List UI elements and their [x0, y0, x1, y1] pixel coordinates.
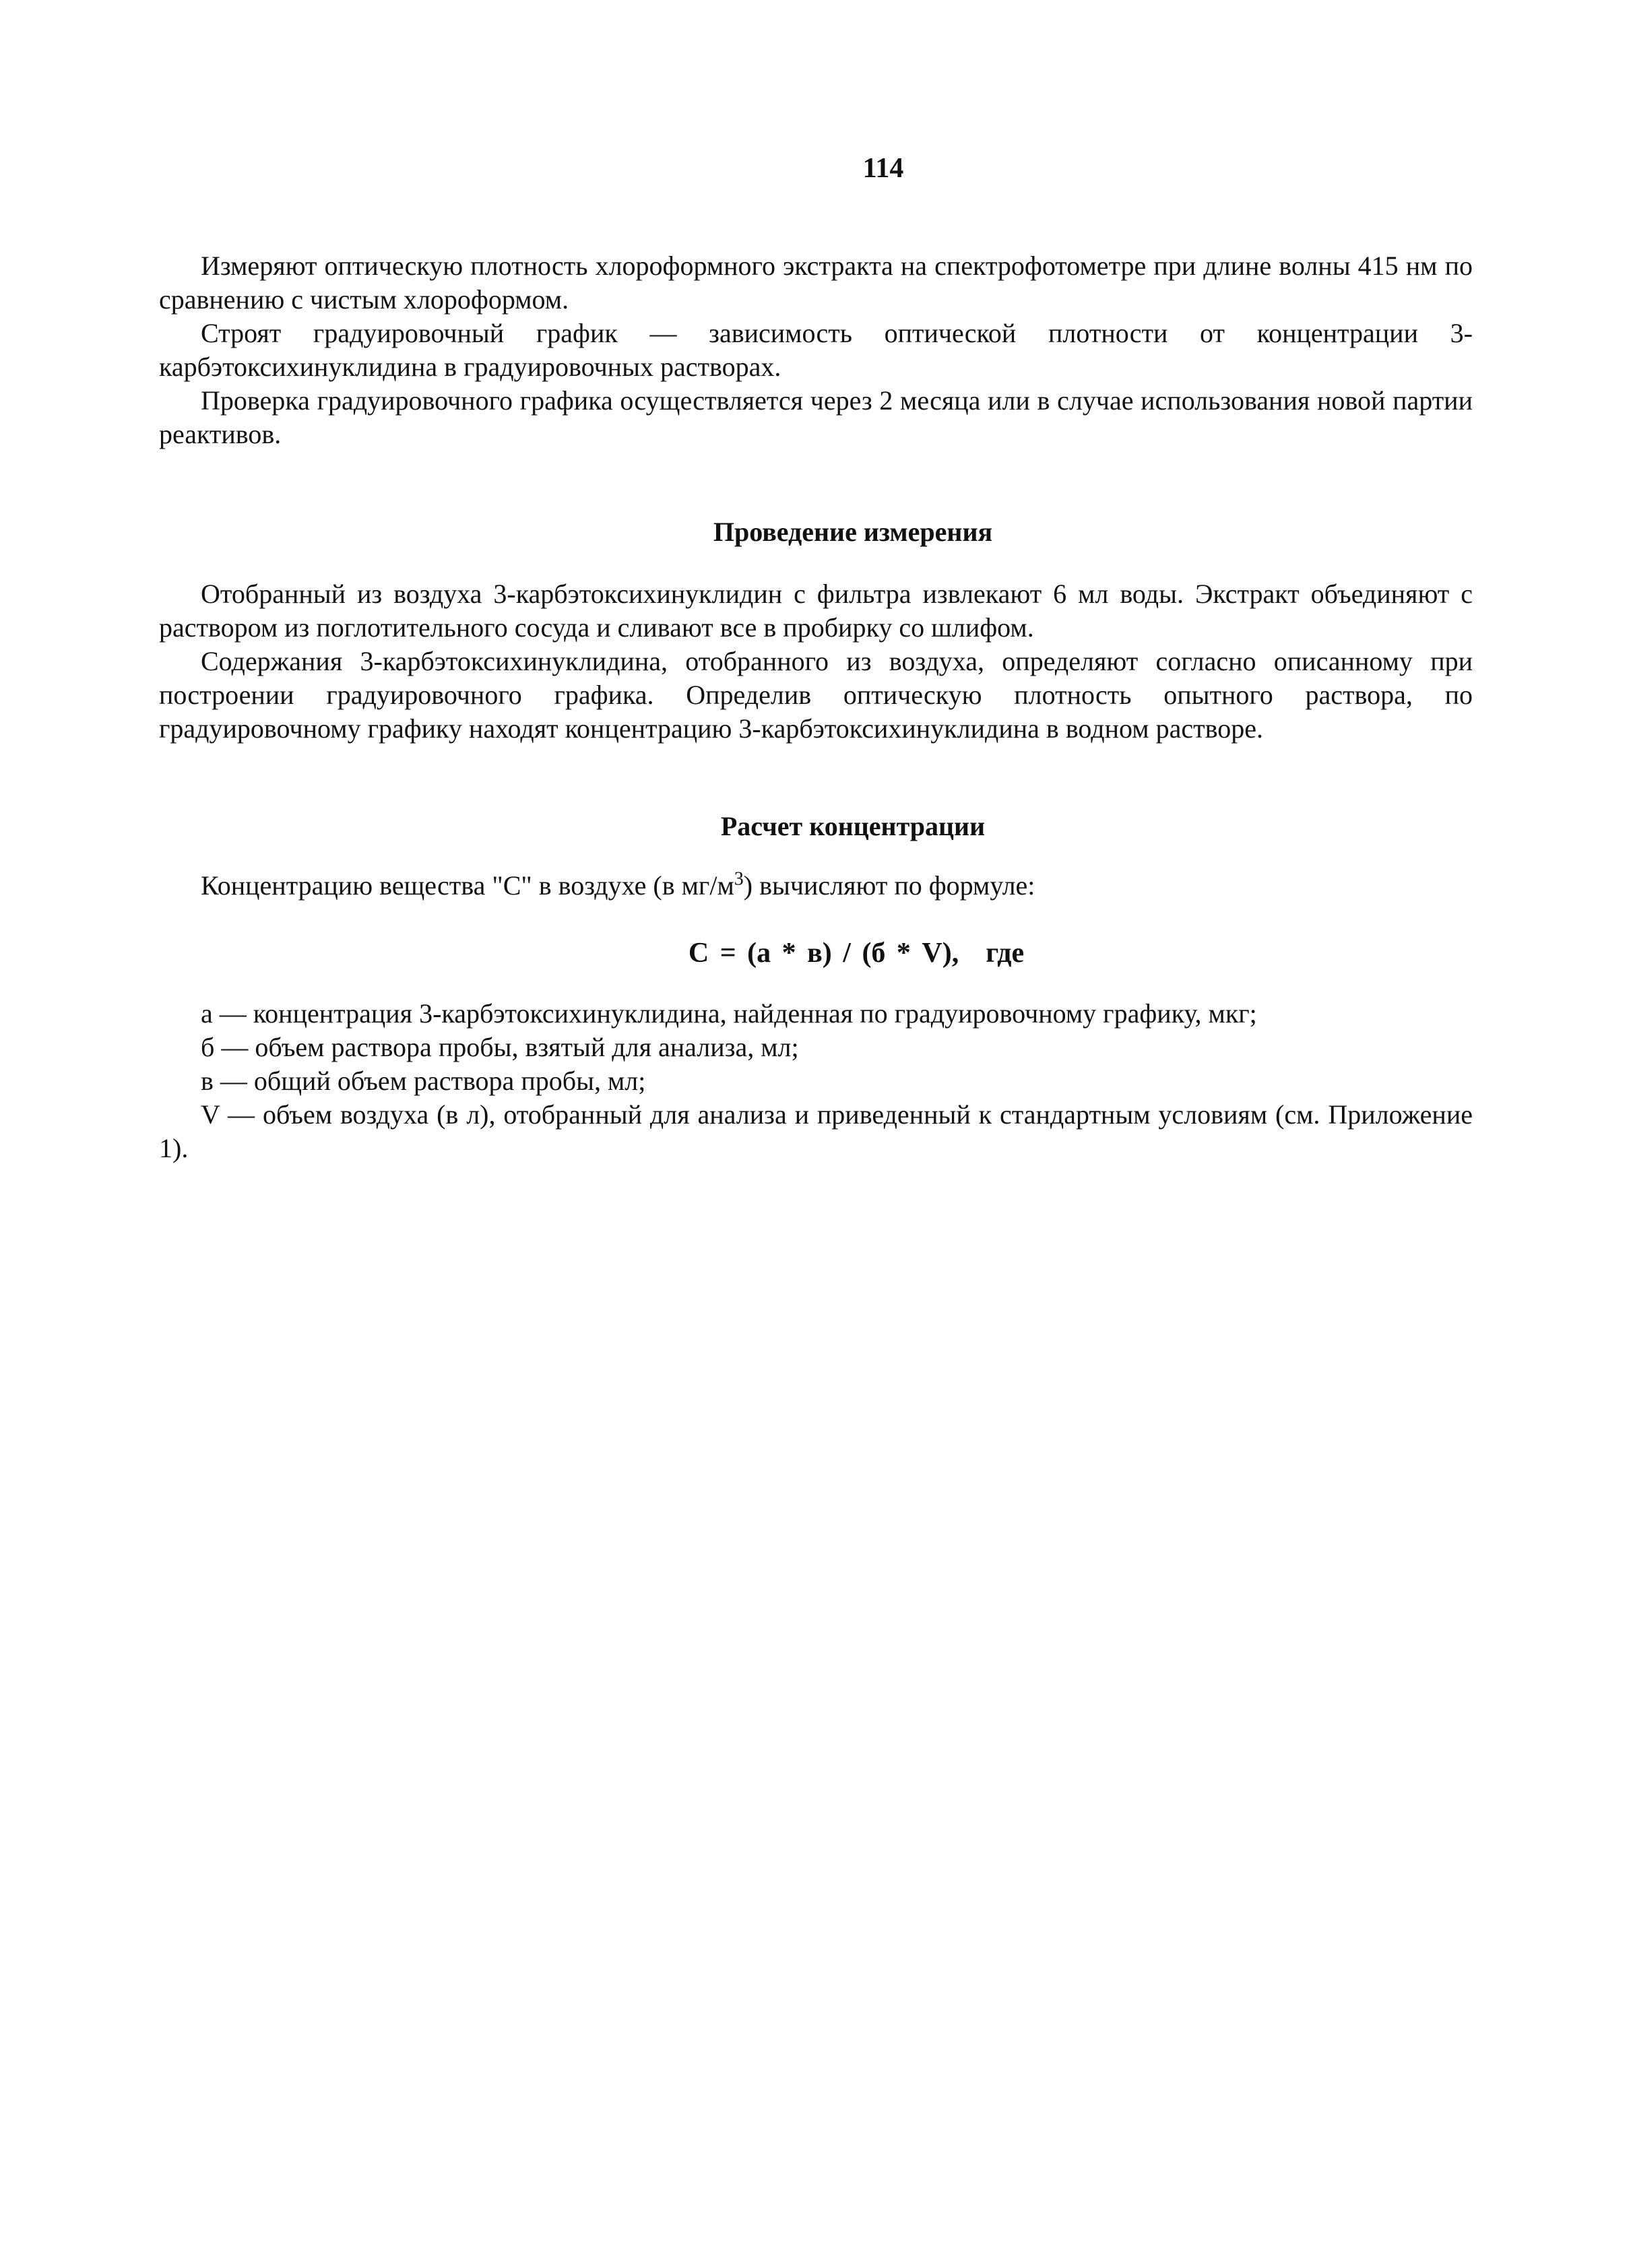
cubic-superscript: 3	[734, 868, 744, 890]
formula-expression: С = (а * в) / (б * V),	[688, 938, 959, 969]
definition-item: а — концентрация 3-карбэтоксихинуклидина, найденная по градуировочному графику, мкг;	[201, 998, 1257, 1029]
formula-intro-text: Концентрацию вещества "С" в воздухе (в мг/м	[201, 870, 734, 901]
formula-intro-text-end: ) вычисляют по формуле:	[743, 870, 1035, 901]
formula-suffix: где	[986, 938, 1025, 969]
measurement-section	[159, 577, 1473, 746]
section-heading-measurement: Проведение измерения	[713, 517, 993, 547]
definitions-list	[159, 997, 1473, 1165]
intro-section	[159, 249, 1473, 451]
paragraph: Строят градуировочный график — зависимость оптической плотности от концентрации 3-карбэтоксихинуклидина в градуировочных растворах.	[159, 318, 1473, 382]
paragraph: Измеряют оптическую плотность хлороформного экстракта на спектрофотометре при длине волны 415 нм по сравнению с чистым хлороформом.	[159, 251, 1473, 315]
section-heading-calculation: Расчет концентрации	[720, 811, 986, 841]
paragraph: Содержания 3-карбэтоксихинуклидина, отобранного из воздуха, определяют согласно описанному при построении градуировочного графика. Определив оптическую плотность опытного раствора, по градуировочному графику находят концентрацию 3-карбэтоксихинуклидина в водном растворе.	[159, 646, 1473, 744]
definition-item: V — объем воздуха (в л), отобранный для анализа и приведенный к стандартным условиям (см. Приложение 1).	[159, 1099, 1473, 1163]
definition-item: б — объем раствора пробы, взятый для анализа, мл;	[201, 1032, 799, 1062]
paragraph: Проверка градуировочного графика осуществляется через 2 месяца или в случае использования новой партии реактивов.	[159, 385, 1473, 449]
formula-intro	[159, 869, 1473, 903]
formula	[240, 936, 1473, 970]
paragraph: Отобранный из воздуха 3-карбэтоксихинуклидин с фильтра извлекают 6 мл воды. Экстракт объединяют с раствором из поглотительного сосуда и сливают все в пробирку со шлифом.	[159, 579, 1473, 643]
page-content	[159, 152, 1473, 1165]
page-number: 114	[862, 153, 904, 184]
definition-item: в — общий объем раствора пробы, мл;	[201, 1066, 646, 1096]
